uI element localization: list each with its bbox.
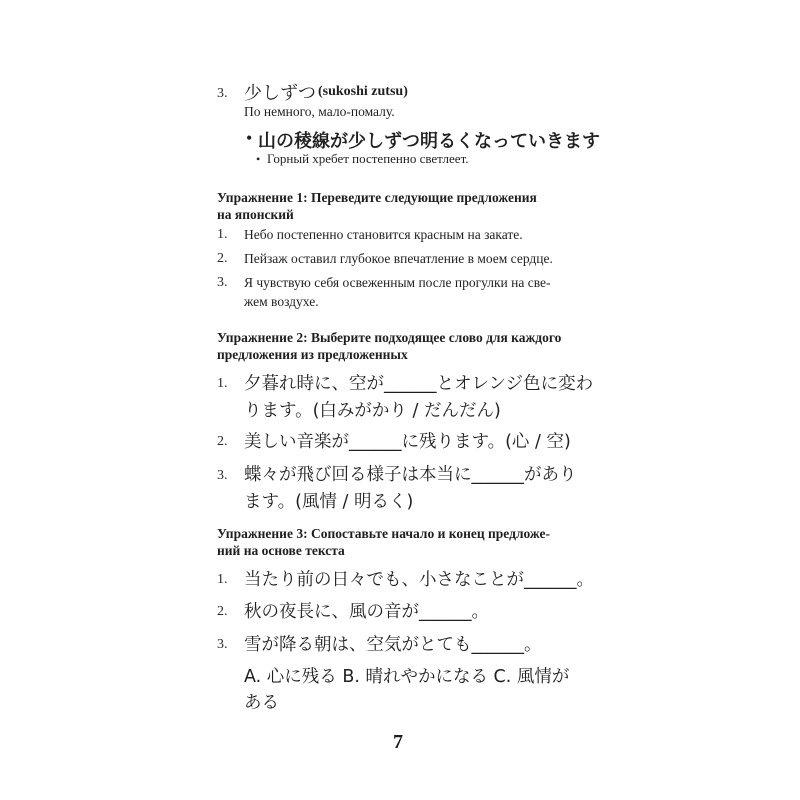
answer-options-continuation: ある [244, 693, 279, 713]
example-translation: Горный хребет постепенно светлеет. [267, 151, 469, 166]
list-item: Я чувствую себя освеженным после прогулки на све- [244, 275, 551, 290]
list-item: Пейзаж оставил глубокое впечатление в моем сердце. [244, 251, 553, 266]
list-item-continuation: жем воздухе. [244, 294, 319, 309]
bullet-icon: • [246, 128, 253, 148]
term-meaning: По немного, мало-помалу. [244, 104, 395, 119]
term-japanese: 少しずつ [244, 83, 316, 104]
list-item-number: 3. [217, 637, 228, 652]
answer-options: A. 心に残る B. 晴れやかになる C. 風情が [244, 667, 570, 687]
exercise1-title: на японский [217, 207, 294, 222]
exercise1-title: Упражнение 1: Переведите следующие предложения [217, 190, 537, 205]
term-romaji: (sukoshi zutsu) [318, 84, 408, 99]
list-item-continuation: ます。(風情 / 明るく) [244, 492, 414, 512]
exercise2-title: Упражнение 2: Выберите подходящее слово для каждого [217, 330, 562, 345]
list-item-number: 1. [217, 227, 228, 242]
bullet-icon: • [256, 152, 261, 166]
list-item-number: 3. [217, 275, 228, 290]
list-item: 秋の夜長に、風の音が______。 [244, 602, 489, 622]
list-item-number: 1. [217, 376, 228, 391]
exercise3-title: Упражнение 3: Сопоставьте начало и конец предложе- [217, 526, 551, 541]
example-japanese: 山の稜線が少しずつ明るくなっていきます [258, 131, 600, 152]
list-item-number: 2. [217, 434, 228, 449]
list-item: 蝶々が飛び回る様子は本当に______があり [244, 465, 577, 485]
list-item: 当たり前の日々でも、小さなことが______。 [244, 570, 594, 590]
list-item: Небо постепенно становится красным на закате. [244, 227, 523, 242]
list-item: 夕暮れ時に、空が______とオレンジ色に変わ [244, 374, 594, 394]
item-number: 3. [217, 86, 228, 101]
list-item-number: 3. [217, 468, 228, 483]
list-item-number: 2. [217, 251, 228, 266]
list-item-continuation: ります。(白みがかり / だんだん) [244, 401, 501, 421]
page-number: 7 [393, 731, 403, 753]
list-item: 美しい音楽が______に残ります。(心 / 空) [244, 432, 571, 452]
list-item-number: 2. [217, 604, 228, 619]
list-item-number: 1. [217, 572, 228, 587]
list-item: 雪が降る朝は、空気がとても______。 [244, 635, 542, 655]
exercise3-title: ний на основе текста [217, 543, 345, 558]
exercise2-title: предложения из предложенных [217, 347, 408, 362]
